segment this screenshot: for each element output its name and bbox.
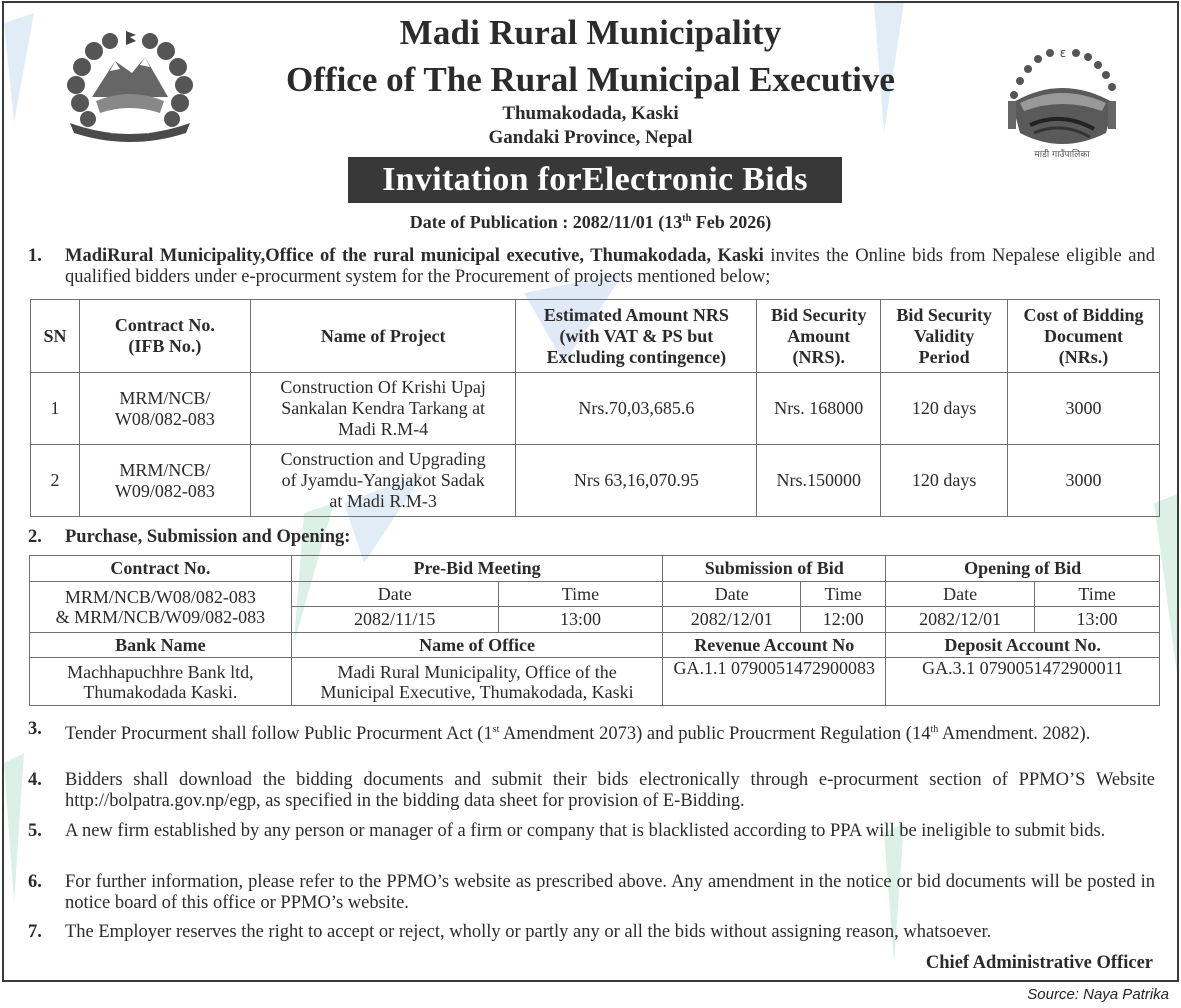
cell-validity: 120 days: [881, 445, 1008, 517]
address-line-2: Gandaki Province, Nepal: [488, 127, 693, 148]
section-2-heading: 2. Purchase, Submission and Opening:: [28, 527, 351, 547]
table-row: [31, 445, 1160, 517]
col-header-doc-cost: Cost of Bidding Document (NRs.): [1008, 300, 1160, 373]
cell-deposit-account: GA.3.1 0790051472900011: [886, 658, 1160, 706]
col-header-contract: Contract No. (IFB No.): [79, 300, 250, 373]
col-header-submission: Submission of Bid: [663, 556, 886, 582]
prebid-date: 2082/11/15: [291, 607, 498, 633]
cell-doc-cost: 3000: [1008, 445, 1160, 517]
col-header-project: Name of Project: [250, 300, 516, 373]
cell-project: Construction Of Krishi Upaj Sankalan Kendra Tarkang at Madi R.M-4: [250, 373, 516, 445]
clause-1-bold: MadiRural Municipality,Office of the rural municipal executive, Thumakodada, Kaski: [65, 246, 764, 266]
notice-banner: Invitation forElectronic Bids: [348, 157, 842, 203]
table-row: [31, 373, 1160, 445]
clause-5: 5. A new firm established by any person or manager of a firm or company that is blacklisted according to PPA will be ineligible to submit bids.: [28, 821, 1106, 841]
clause-1-text: invites the Online bids from Nepalese eligible and qualified bidders under e-procurment system for the Procurement of projects mentioned below;: [65, 246, 1155, 287]
col-header-deposit: Deposit Account No.: [886, 632, 1160, 658]
cell-doc-cost: 3000: [1008, 373, 1160, 445]
cell-validity: 120 days: [881, 373, 1008, 445]
col-header-contract: Contract No.: [30, 556, 292, 582]
col-header-sn: SN: [31, 300, 80, 373]
source-credit: Source: Naya Patrika: [1027, 986, 1169, 1003]
col-header-bank: Bank Name: [30, 632, 292, 658]
clause-7: 7. The Employer reserves the right to accept or reject, wholly or partly any or all the bids without assigning reason, whatsoever.: [28, 922, 992, 942]
signature: Chief Administrative Officer: [925, 953, 1153, 973]
submission-time: 12:00: [801, 607, 886, 633]
svg-text:माडी गाउँपालिका: माडी गाउँपालिका: [1034, 150, 1090, 160]
table-header-row: [31, 300, 1160, 373]
prebid-time: 13:00: [498, 607, 663, 633]
label-time: Time: [1035, 581, 1160, 607]
label-time: Time: [801, 581, 886, 607]
label-date: Date: [291, 581, 498, 607]
svg-text:~ ~ ~ ~ ~ ~: ~ ~ ~ ~ ~ ~: [110, 130, 150, 137]
col-header-estimated: Estimated Amount NRS (with VAT & PS but Excluding contingence): [516, 300, 757, 373]
clause-6: 6. For further information, please refer to the PPMO’s website as prescribed above. Any amendment in the notice or bid documents will be posted in notice board of this office or PPMO’s website.: [28, 872, 1155, 913]
cell-bid-security: Nrs. 168000: [757, 373, 881, 445]
cell-estimated: Nrs 63,16,070.95: [516, 445, 757, 517]
clause-number: 1.: [28, 246, 42, 266]
label-time: Time: [498, 581, 663, 607]
cell-office: Madi Rural Municipality, Office of the Municipal Executive, Thumakodada, Kaski: [291, 658, 663, 706]
cell-estimated: Nrs.70,03,685.6: [516, 373, 757, 445]
cell-contract-numbers: MRM/NCB/W08/082-083 & MRM/NCB/W09/082-083: [30, 581, 292, 632]
col-header-office: Name of Office: [291, 632, 663, 658]
label-date: Date: [663, 581, 801, 607]
cell-sn: 1: [31, 373, 80, 445]
municipality-title: Madi Rural Municipality: [399, 13, 782, 52]
col-header-revenue: Revenue Account No: [663, 632, 886, 658]
submission-date: 2082/12/01: [663, 607, 801, 633]
col-header-prebid: Pre-Bid Meeting: [291, 556, 663, 582]
label-date: Date: [886, 581, 1035, 607]
cell-contract: MRM/NCB/ W09/082-083: [79, 445, 250, 517]
clause-1: [28, 246, 1155, 288]
clause-4: 4. Bidders shall download the bidding documents and submit their bids electronically through e-procurment section of PPMO’S Website http://bolpatra.gov.np/egp, as specified in the bidding data sheet for provision of E-Bidding.: [28, 770, 1155, 811]
opening-date: 2082/12/01: [886, 607, 1035, 633]
clause-3: 3. Tender Procurment shall follow Public Procurment Act (1st Amendment 2073) and public Proucrment Regulation (14th Amendment. 2082).: [28, 719, 1091, 745]
address-line-1: Thumakodada, Kaski: [502, 103, 679, 124]
col-header-opening: Opening of Bid: [886, 556, 1160, 582]
publication-date: Date of Publication : 2082/11/01 (13th Feb 2026): [409, 212, 772, 232]
cell-contract: MRM/NCB/ W08/082-083: [79, 373, 250, 445]
notice-frame: [2, 1, 1179, 982]
svg-text:ε: ε: [1059, 46, 1067, 60]
projects-table: [30, 299, 1160, 517]
opening-time: 13:00: [1035, 607, 1160, 633]
office-title: Office of The Rural Municipal Executive: [286, 60, 895, 99]
col-header-bid-security: Bid Security Amount (NRS).: [757, 300, 881, 373]
cell-bid-security: Nrs.150000: [757, 445, 881, 517]
col-header-validity: Bid Security Validity Period: [881, 300, 1008, 373]
cell-revenue-account: GA.1.1 0790051472900083: [663, 658, 886, 706]
cell-bank: Machhapuchhre Bank ltd, Thumakodada Kaski.: [30, 658, 292, 706]
cell-project: Construction and Upgrading of Jyamdu-Yangjakot Sadak at Madi R.M-3: [250, 445, 516, 517]
schedule-table: [29, 555, 1160, 706]
cell-sn: 2: [31, 445, 80, 517]
